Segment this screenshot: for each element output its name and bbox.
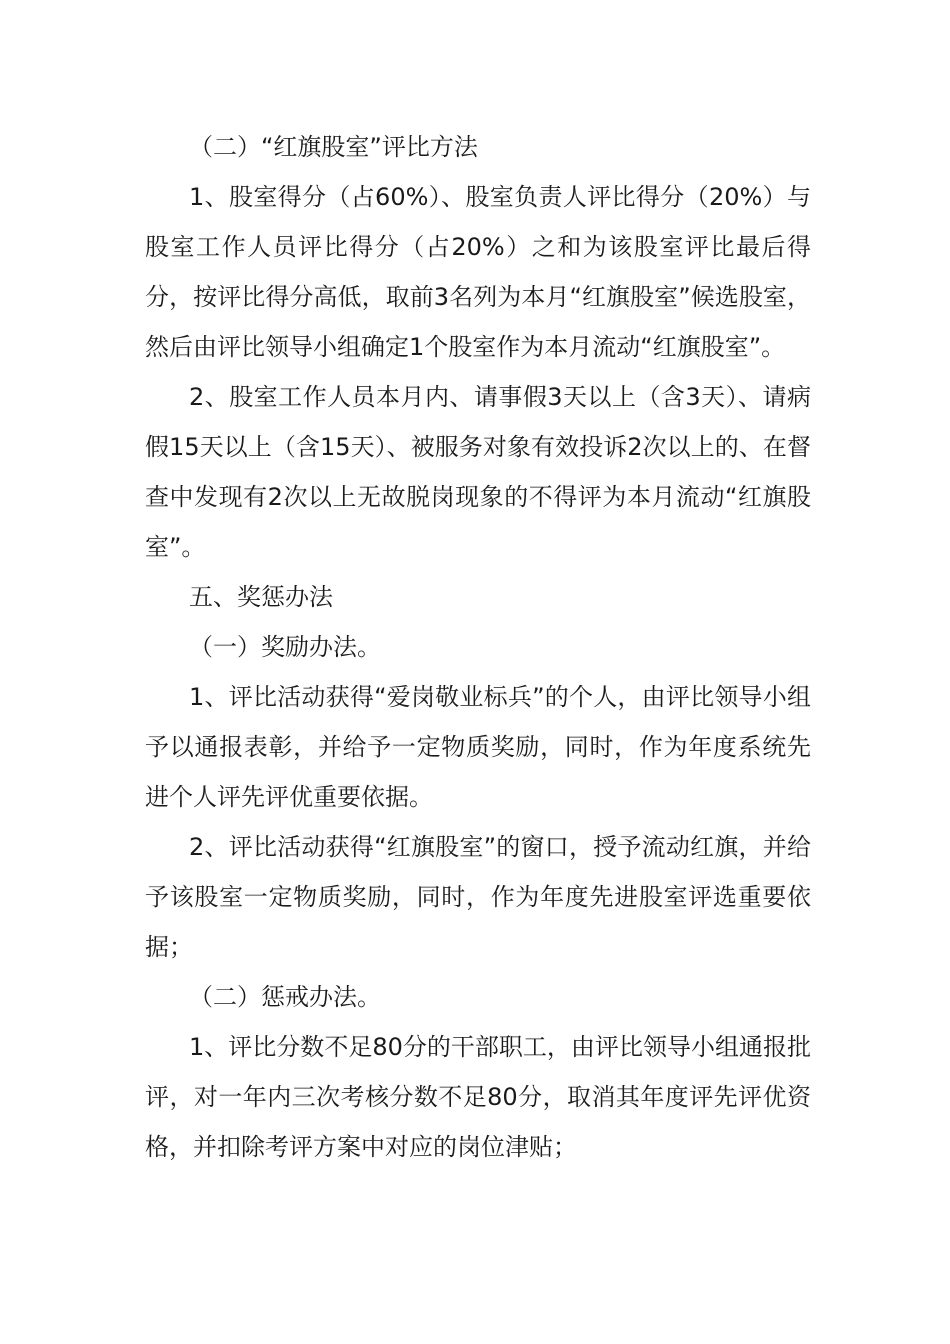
document-body	[145, 122, 811, 1172]
paragraph-individual-reward: 1、评比活动获得“爱岗敬业标兵”的个人，由评比领导小组予以通报表彰，并给予一定物质奖励，同时，作为年度系统先进个人评先评优重要依据。	[145, 683, 811, 811]
subheading-penalty-method: （二）惩戒办法。	[189, 983, 381, 1011]
paragraph-penalty-rule: 1、评比分数不足80分的干部职工，由评比领导小组通报批评，对一年内三次考核分数不足80分，取消其年度评先评优资格，并扣除考评方案中对应的岗位津贴；	[145, 1033, 811, 1161]
paragraph-office-reward: 2、评比活动获得“红旗股室”的窗口，授予流动红旗，并给予该股室一定物质奖励，同时，作为年度先进股室评选重要依据；	[145, 833, 811, 961]
paragraph-disqualification-rule: 2、股室工作人员本月内、请事假3天以上（含3天）、请病假15天以上（含15天）、被服务对象有效投诉2次以上的、在督查中发现有2次以上无故脱岗现象的不得评为本月流动“红旗股室”。	[145, 383, 811, 561]
section-heading-rewards-penalties: 五、奖惩办法	[189, 583, 333, 611]
paragraph-scoring-rule: 1、股室得分（占60%）、股室负责人评比得分（20%）与股室工作人员评比得分（占20%）之和为该股室评比最后得分，按评比得分高低，取前3名列为本月“红旗股室”候选股室，然后由评比领导小组确定1个股室作为本月流动“红旗股室”。	[145, 183, 811, 361]
section-subheading-red-flag-method: （二）“红旗股室”评比方法	[189, 133, 478, 161]
subheading-reward-method: （一）奖励办法。	[189, 633, 381, 661]
